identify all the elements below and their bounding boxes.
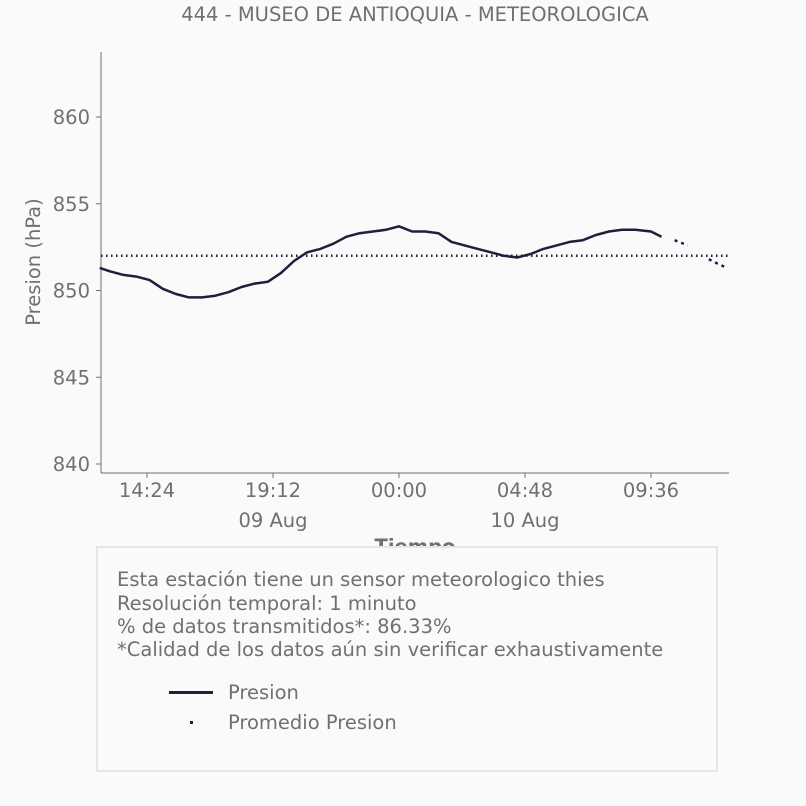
pressure-line bbox=[100, 226, 662, 297]
legend-line-swatch bbox=[169, 691, 213, 694]
pressure-line-segment bbox=[709, 259, 727, 268]
note-percent: % de datos transmitidos*: 86.33% bbox=[117, 615, 452, 638]
x-tick-label: 04:48 bbox=[496, 479, 554, 502]
legend-label-presion: Presion bbox=[228, 681, 299, 704]
x-tick-label: 09:36 bbox=[622, 479, 680, 502]
pressure-series bbox=[100, 226, 727, 297]
y-tick-label: 860 bbox=[52, 106, 90, 129]
x-ticks bbox=[119, 473, 679, 532]
x-tick-label: 00:00 bbox=[370, 479, 428, 502]
x-tick-label: 19:12 bbox=[244, 479, 302, 502]
x-tick-date-label: 09 Aug bbox=[238, 509, 308, 532]
pressure-line-segment bbox=[675, 240, 688, 245]
y-ticks bbox=[53, 106, 101, 476]
x-tick-date-label: 10 Aug bbox=[490, 509, 560, 532]
x-tick-label: 14:24 bbox=[118, 479, 176, 502]
note-resolution: Resolución temporal: 1 minuto bbox=[117, 592, 417, 615]
note-sensor: Esta estación tiene un sensor meteorologico thies bbox=[117, 568, 605, 591]
legend-label-promedio: Promedio Presion bbox=[228, 711, 397, 734]
legend-dot-swatch bbox=[190, 721, 193, 724]
note-quality: *Calidad de los datos aún sin verificar exhaustivamente bbox=[117, 638, 664, 661]
y-tick-label: 845 bbox=[52, 366, 90, 390]
y-axis-label: Presion (hPa) bbox=[22, 198, 45, 326]
info-legend-box bbox=[96, 546, 718, 772]
y-tick-label: 840 bbox=[52, 453, 90, 476]
chart-title: 444 - MUSEO DE ANTIOQUIA - METEOROLOGICA bbox=[181, 3, 649, 26]
y-tick-label: 855 bbox=[52, 192, 90, 216]
y-tick-label: 850 bbox=[52, 279, 90, 303]
